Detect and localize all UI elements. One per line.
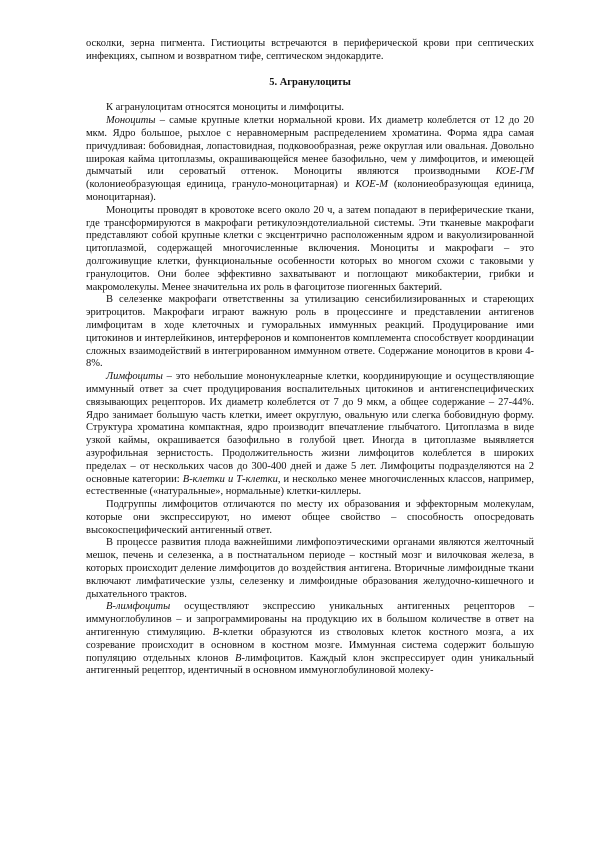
paragraph-monocytes xyxy=(86,115,534,205)
paragraph-agranulocytes: К агранулоцитам относятся моноциты и лимфоциты. xyxy=(106,102,345,114)
paragraph-development: В процессе развития плода важнейшими лимфопоэтическими органами являются желточный мешок, печень и селезенка, а в постнатальном периоде – костный мозг и вилочковая железа, в которых происходит деление лимфоцитов до воздействия антигена. Вторичные лимфоидные ткани включают лимфатические узлы, селезенку и лимфоидные образования желудочно-кишечного и дыхательного трактов. xyxy=(86,537,534,600)
term-b: В xyxy=(212,627,220,639)
text: осуществляют экспрессию уникальных антигенных рецепторов – иммуноглобулинов – и запрограммированы на продукцию их в большом количестве в ответ на антигенную стимуляцию. xyxy=(86,601,534,639)
paragraph-lymphocytes xyxy=(86,371,534,499)
paragraph-spleen: В селезенке макрофаги ответственны за утилизацию сенсибилизированных и стареющих эритроцитов. Макрофаги играют важную роль в процессинге и представлении антигенов лимфоцитам в ходе клеточных и гуморальных иммунных реакций. Продуцирование ими цитокинов и интерлейкинов, интерферонов и компонентов комплемента способствует координации сложных взаимодействий в интегрированном иммунном ответе. Содержание моноцитов в крови 4-8%. xyxy=(86,294,534,370)
term-b: В xyxy=(235,652,242,664)
term-koe-gm: КОЕ-ГМ xyxy=(495,166,534,178)
term-koe-m: КОЕ-М xyxy=(355,179,388,191)
term-b-cells: В-клетки xyxy=(182,473,225,485)
paragraph-macrophages: Моноциты проводят в кровотоке всего около 20 ч, а затем попадают в периферические ткани, где трансформируются в макрофаги ретикулоэндотелиальной системы. Эти тканевые макрофаги представляют собой крупные клетки с эксцентрично расположенным ядром и вакуолизированной цитоплазмой, содержащей многочисленные включения. Моноциты и макрофаги – это долгоживущие клетки, функциональные особенности которых во многом схожи с таковыми у гранулоцитов. Они более эффективно захватывают и поглощают микобактерии, грибки и макромолекулы. Менее значительна их роль в фагоцитозе пиогенных бактерий. xyxy=(86,204,534,293)
text: и xyxy=(224,473,237,485)
spacer xyxy=(86,64,534,77)
term-monocytes: Моноциты xyxy=(106,115,156,127)
text: (колониеобразующая единица, моноцитарная). xyxy=(86,179,534,203)
term-lymphocytes: Лимфоциты xyxy=(106,371,163,383)
term-b-lymphocytes: В-лимфоциты xyxy=(106,601,171,613)
intro-paragraph: осколки, зерна пигмента. Гистиоциты встречаются в периферической крови при септических инфекциях, сыпном и возвратном тифе, септическом эндокардите. xyxy=(86,38,534,62)
text: – это небольшие мононуклеарные клетки, координирующие и осуществляющие иммунный ответ за счет продуцирования воспалительных цитокинов и антигенспецифических связывающих рецепторов. Их диаметр колеблется от 7 до 9 мкм, а общее содержание – 27-44%. Ядро занимает большую часть клетки, имеет округлую, овальную или слегка бобовидную форму. Структура хроматина компактная, ядро производит впечатление глыбчатого. Цитоплазма в виде узкой каймы, окрашивается базофильно в голубой цвет. Иногда в цитоплазме выявляется азурофильная зернистость. Продолжительность жизни лимфоцитов колеблется в широких пределах – от нескольких часов до 300-400 дней и даже 5 лет. Лимфоциты подразделяются на 2 основные категории: xyxy=(86,371,534,485)
paragraph-subgroups: Подгруппы лимфоцитов отличаются по месту их образования и эффекторным молекулам, которые они экспрессируют, но имеют общее свойство – способность опосредовать высокоспецифический антигенный ответ. xyxy=(86,499,534,536)
text: -лимфоцитов. Каждый клон экспрессирует один уникальный антигенный рецептор, идентичный в основном иммуноглобулиновой молеку- xyxy=(86,652,534,677)
spacer xyxy=(86,89,534,102)
text: -клетки образуются из стволовых клеток костного мозга, а их созревание происходит в основном в костном мозге. Иммунная система содержит большую популяцию отдельных клонов xyxy=(86,627,535,664)
term-t-cells: Т-клетки xyxy=(236,473,278,485)
text: – самые крупные клетки нормальной крови. Их диаметр колеблется от 12 до 20 мкм. Ядро большое, рыхлое с неравномерным распределением хроматина. Форма ядра самая причудливая: бобовидная, лопастовидная, подковообразная, реже округлая или овальная. Довольно широкая кайма цитоплазмы, окрашивающейся менее базофильно, чем у лимфоцитов, и имеющей дымчатый или сероватый оттенок. Моноциты являются производными xyxy=(86,115,534,178)
paragraph-b-lymphocytes xyxy=(86,601,534,678)
text: (колониеобразующая единица, грануло-моноцитарная) и xyxy=(86,179,356,191)
section-title: 5. Агранулоциты xyxy=(269,76,351,88)
text: , и несколько менее многочисленных классов, например, естественные («натуральные», нормальные) клетки-киллеры. xyxy=(86,473,534,498)
